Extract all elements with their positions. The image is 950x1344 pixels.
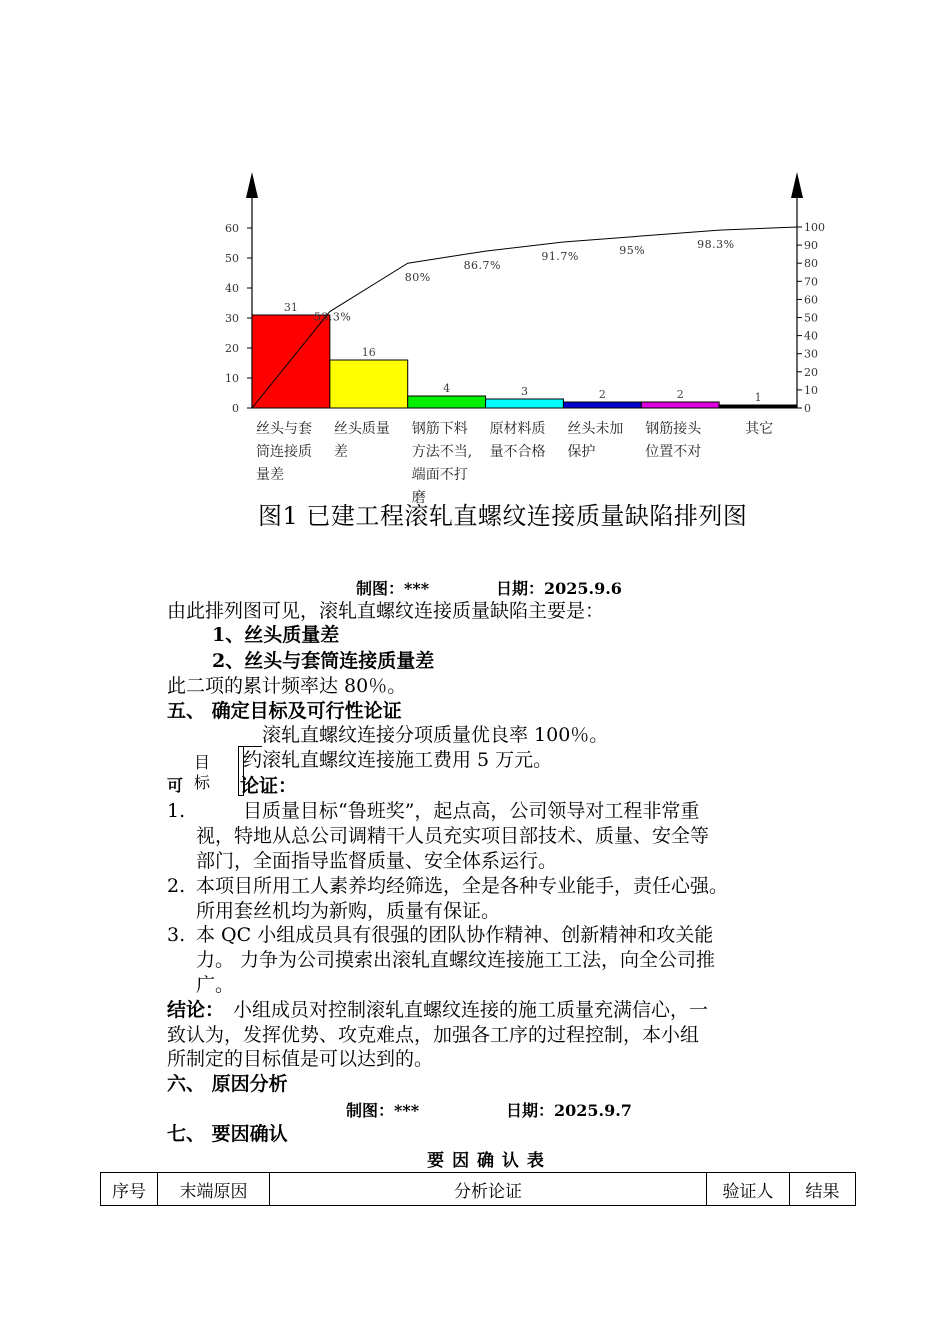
cumulative-percent-label: 98.3%: [697, 238, 735, 252]
category-label-line: 方法不当,: [411, 444, 473, 460]
right-axis-tick-label: 0: [804, 402, 811, 415]
figure-maker: 制图：***: [356, 579, 430, 598]
bar-value-label: 16: [361, 346, 376, 359]
point-1-line-3: 部门，全面指导监督质量、安全体系运行。: [196, 850, 558, 872]
category-label-line: 丝头与套: [256, 421, 312, 437]
category-label-line: 钢筋下料: [411, 421, 468, 437]
section-6-heading: 六、 原因分析: [167, 1073, 288, 1095]
left-axis-tick-label: 20: [225, 342, 239, 355]
right-axis-tick-label: 100: [804, 221, 825, 234]
category-label: [334, 418, 390, 464]
point-3-line-1: 本 QC 小组成员具有很强的团队协作精神、创新精神和攻关能: [196, 924, 714, 946]
col-result: 结果: [790, 1173, 856, 1206]
bar: [719, 405, 797, 408]
right-axis-tick-label: 70: [804, 275, 818, 289]
category-label: [567, 418, 623, 464]
analysis-intro: 由此排列图可见，滚轧直螺纹连接质量缺陷主要是：: [167, 600, 605, 622]
cumulative-percent-label: 53.3%: [313, 310, 352, 324]
cumulative-percent-label: 95%: [619, 244, 646, 258]
category-label-line: 量差: [256, 467, 284, 483]
left-axis-arrow-icon: [246, 172, 258, 198]
bar: [486, 399, 564, 408]
left-axis-tick-label: 50: [225, 252, 239, 265]
category-label-line: 筒连接质: [256, 444, 312, 460]
category-label-line: 其它: [745, 421, 774, 437]
bar: [330, 360, 408, 408]
conclusion-label: 结论：: [167, 999, 225, 1021]
right-axis-tick-label: 80: [804, 257, 818, 271]
point-2-number: 2.: [167, 875, 186, 897]
point-1-line-1: 目质量目标“鲁班奖”，起点高，公司领导对工程非常重: [243, 800, 700, 822]
right-axis-tick-label: 60: [804, 293, 818, 307]
category-label-line: 丝头未加: [567, 421, 624, 437]
section-5-heading: 五、 确定目标及可行性论证: [167, 700, 402, 722]
figure-date: 日期：2025.9.6: [496, 579, 622, 598]
category-label-line: 保护: [567, 444, 596, 460]
cause-diagram-maker: 制图：***: [346, 1101, 420, 1120]
cumulative-percent-label: 86.7%: [463, 259, 502, 273]
conclusion-line-3: 所制定的目标值是可以达到的。: [167, 1048, 434, 1070]
bar-value-label: 2: [598, 388, 606, 401]
col-end-cause: 末端原因: [158, 1173, 270, 1206]
point-1-line-2: 视，特地从总公司调精干人员充实项目部技术、质量、安全等: [196, 825, 710, 847]
main-defect-2: 2、丝头与套筒连接质量差: [212, 650, 435, 672]
category-label-line: 差: [333, 444, 348, 460]
right-axis-arrow-icon: [791, 172, 803, 198]
right-axis-tick-label: 40: [804, 329, 818, 343]
table-title: 要 因 确 认 表: [427, 1151, 545, 1171]
left-axis-tick-label: 30: [225, 312, 239, 325]
bar: [641, 402, 719, 408]
goal-2: 约滚轧直螺纹连接施工费用 5 万元。: [243, 749, 553, 771]
cumulative-percent-label: 80%: [404, 271, 431, 285]
point-3-line-3: 广。: [196, 974, 235, 996]
right-axis-tick-label: 20: [804, 365, 818, 379]
cumulative-percent-label: 91.7%: [541, 250, 579, 264]
bar: [563, 402, 641, 408]
point-2-line-2: 所用套丝机均为新购，质量有保证。: [196, 900, 501, 922]
main-defect-1: 1、丝头质量差: [212, 624, 340, 646]
point-1-number: 1.: [167, 800, 186, 822]
category-label-line: 量不合格: [489, 444, 546, 460]
category-label-line: 丝头质量: [333, 421, 390, 437]
left-axis-tick-label: 10: [225, 372, 239, 385]
goal-box-label-2: 标: [194, 773, 211, 792]
bar-value-label: 31: [283, 301, 298, 314]
category-label-line: 端面不打: [411, 467, 468, 483]
feasibility-heading: 论证：: [240, 775, 298, 797]
bar-value-label: 4: [443, 382, 451, 395]
goal-1: 滚轧直螺纹连接分项质量优良率 100％。: [262, 724, 609, 746]
category-label-line: 钢筋接头: [645, 421, 702, 437]
category-label: [745, 418, 773, 441]
pareto-chart: [0, 0, 950, 500]
conclusion-line-2: 致认为，发挥优势、攻克难点，加强各工序的过程控制，本小组: [167, 1024, 700, 1046]
feasibility-prefix: 可: [167, 776, 184, 795]
category-label-line: 原材料质: [489, 421, 546, 437]
left-axis-tick-label: 0: [232, 402, 239, 415]
point-2-line-1: 本项目所用工人素养均经筛选，全是各种专业能手，责任心强。: [196, 875, 729, 897]
bar: [408, 396, 486, 408]
category-label: [256, 418, 312, 487]
key-cause-table: [100, 1172, 856, 1206]
bar-value-label: 2: [676, 388, 684, 401]
category-label: [645, 418, 701, 464]
left-axis-tick-label: 60: [225, 222, 239, 235]
col-verifier: 验证人: [707, 1173, 790, 1206]
category-label-line: 磨: [411, 490, 426, 506]
analysis-summary: 此二项的累计频率达 80％。: [167, 675, 407, 697]
bar-value-label: 1: [754, 391, 762, 404]
right-axis-tick-label: 90: [804, 239, 818, 253]
right-axis-tick-label: 10: [804, 383, 818, 397]
conclusion-line-1: 小组成员对控制滚轧直螺纹连接的施工质量充满信心，一: [233, 999, 709, 1021]
col-analysis: 分析论证: [270, 1173, 707, 1206]
bar-value-label: 3: [521, 385, 528, 398]
category-label: [490, 418, 546, 464]
right-axis-tick-label: 30: [804, 347, 818, 361]
table-header-row: [101, 1173, 856, 1206]
cause-diagram-date: 日期：2025.9.7: [506, 1101, 632, 1120]
col-serial: 序号: [101, 1173, 158, 1206]
right-axis-tick-label: 50: [804, 311, 818, 325]
goal-box-label-1: 目: [194, 753, 211, 772]
point-3-line-2: 力。 力争为公司摸索出滚轧直螺纹连接施工工法，向全公司推: [196, 949, 716, 971]
figure-title: 图1 已建工程滚轧直螺纹连接质量缺陷排列图: [258, 502, 748, 530]
point-3-number: 3.: [167, 924, 186, 946]
category-label-line: 位置不对: [645, 444, 702, 460]
section-7-heading: 七、 要因确认: [167, 1123, 288, 1145]
left-axis-tick-label: 40: [225, 282, 239, 295]
